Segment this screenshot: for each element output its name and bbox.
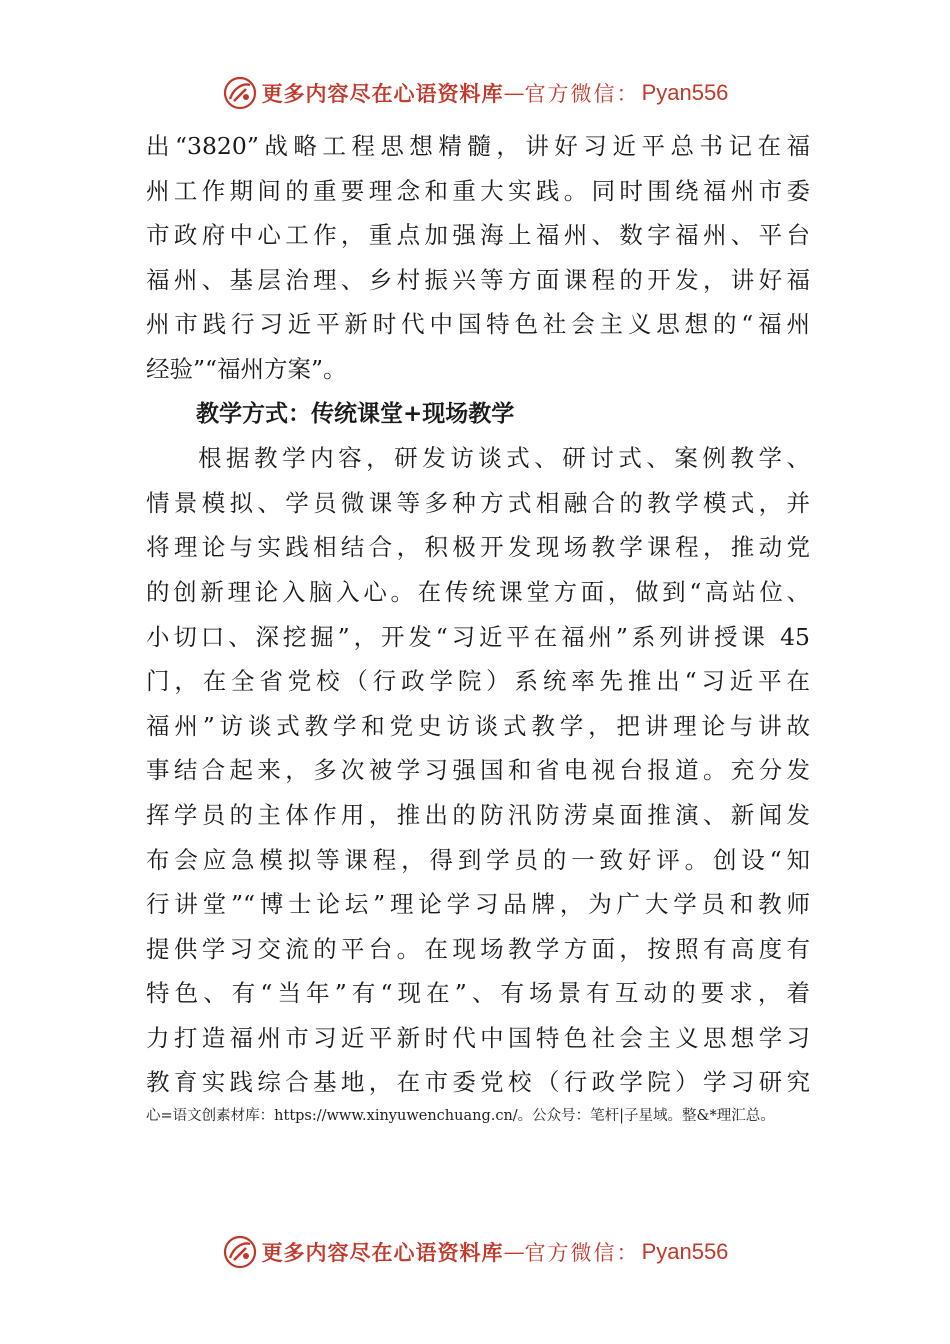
banner-dash: — <box>503 81 525 105</box>
banner-brand-text: 更多内容尽在心语资料库 <box>261 81 504 106</box>
text-line: 提供学习交流的平台。在现场教学方面，按照有高度有 <box>146 934 810 963</box>
text-line: 的创新理论入脑入心。在传统课堂方面，做到“高站位、 <box>146 577 810 606</box>
text-line: 挥学员的主体作用，推出的防汛防涝桌面推演、新闻发 <box>146 800 810 829</box>
text-line: 州市践行习近平新时代中国特色社会主义思想的“福州 <box>146 310 810 339</box>
banner-wechat-label: 官方微信： <box>524 82 640 106</box>
text-line: 市政府中心工作，重点加强海上福州、数字福州、平台 <box>146 221 810 250</box>
text-line: 行讲堂”“博士论坛”理论学习品牌，为广大学员和教师 <box>146 890 810 919</box>
header-banner <box>0 73 950 113</box>
text-line: 布会应急模拟等课程，得到学员的一致好评。创设“知 <box>146 845 810 874</box>
section-heading: 教学方式：传统课堂+现场教学 <box>196 400 515 427</box>
brand-logo-icon <box>222 1234 258 1270</box>
document-body <box>146 124 810 1105</box>
text-line: 将理论与实践相结合，积极开发现场教学课程，推动党 <box>146 533 810 562</box>
source-note: 心=语文创素材库：https://www.xinyuwenchuang.cn/。公众号：笔杆|子星域。整&*理汇总。 <box>146 1108 775 1124</box>
brand-logo-icon <box>222 75 258 111</box>
text-line: 福州”访谈式教学和党史访谈式教学，把讲理论与讲故 <box>146 711 810 740</box>
text-line: 教育实践综合基地，在市委党校（行政学院）学习研究 <box>146 1068 810 1097</box>
text-line: 小切口、深挖掘”，开发“习近平在福州”系列讲授课 45 <box>146 622 810 651</box>
banner-brand-text: 更多内容尽在心语资料库 <box>261 1240 504 1265</box>
text-line: 根据教学内容，研发访谈式、研讨式、案例教学、 <box>198 444 810 473</box>
text-line: 力打造福州市习近平新时代中国特色社会主义思想学习 <box>146 1023 810 1052</box>
text-line: 情景模拟、学员微课等多种方式相融合的教学模式，并 <box>146 488 810 517</box>
text-line: 经验”“福州方案”。 <box>146 354 347 383</box>
text-line: 事结合起来，多次被学习强国和省电视台报道。充分发 <box>146 756 810 785</box>
text-line: 福州、基层治理、乡村振兴等方面课程的开发，讲好福 <box>146 265 810 294</box>
banner-wechat-id: Pyan556 <box>641 1239 729 1264</box>
text-line: 出“3820”战略工程思想精髓，讲好习近平总书记在福 <box>146 132 810 160</box>
banner-wechat-id: Pyan556 <box>641 80 729 105</box>
text-line: 州工作期间的重要理念和重大实践。同时围绕福州市委 <box>146 176 810 205</box>
text-line: 门，在全省党校（行政学院）系统率先推出“习近平在 <box>146 667 810 696</box>
banner-wechat-label: 官方微信： <box>524 1241 640 1265</box>
banner-dash: — <box>503 1240 525 1264</box>
footer-banner <box>0 1232 950 1272</box>
text-line: 特色、有“当年”有“现在”、有场景有互动的要求，着 <box>146 979 810 1008</box>
